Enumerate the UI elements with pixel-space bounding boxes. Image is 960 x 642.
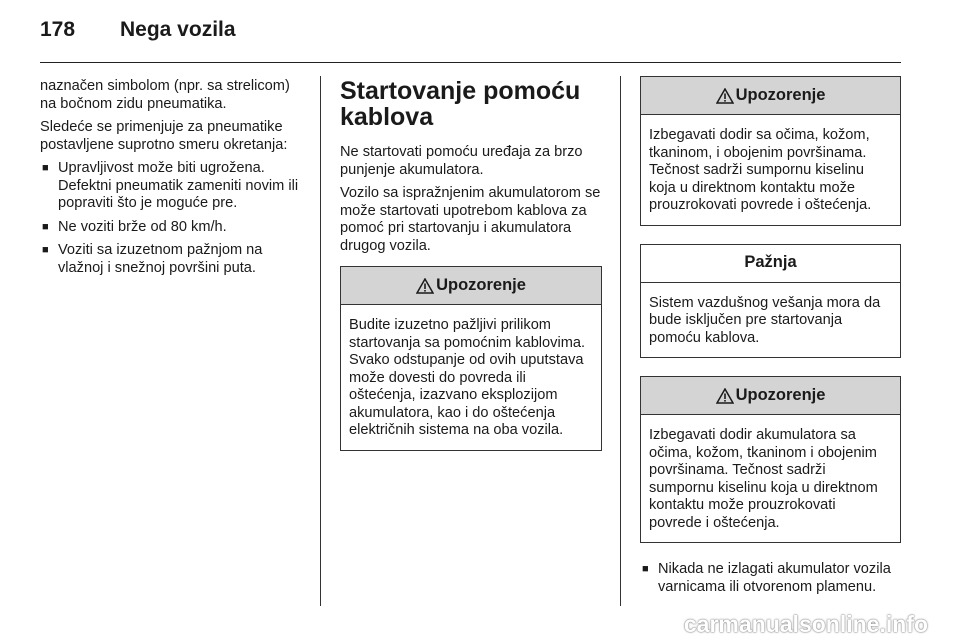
section-heading: Startovanje pomoću kablova [340,77,581,131]
warning-body [641,415,900,542]
warning-title: Upozorenje [436,275,526,294]
warning-box [640,376,901,543]
column-left [40,78,305,283]
warning-triangle-icon [416,278,434,294]
list-item [40,219,305,237]
warning-triangle-icon [716,388,734,404]
caution-text: Sistem vazdušnog vešanja mora da bude isključen pre startovanja pomoću kablova. [649,294,881,346]
square-bullet-icon: ■ [642,563,649,575]
warning-triangle-icon [716,88,734,104]
list-item-text: Upravljivost može biti ugrožena. Defektni pneumatik zameniti novim ili popraviti što je moguće pre. [58,160,299,211]
column-divider [620,76,621,606]
square-bullet-icon: ■ [42,162,49,174]
caution-body [641,283,900,358]
list-item-text: Ne voziti brže od 80 km/h. [58,218,227,235]
paragraph: naznačen simbolom (npr. sa strelicom) na bočnom zidu pneumatika. [40,78,290,112]
column-middle [340,78,602,469]
warning-title: Upozorenje [735,385,826,404]
warning-box [640,76,901,226]
caution-box [640,244,901,359]
page-number: 178 [40,18,76,41]
section-title: Nega vozila [120,18,236,41]
warning-body [641,115,900,225]
warning-text: Izbegavati dodir akumulatora sa očima, kožom, tkaninom i obojenim površinama. Tečnost sadrži sumpornu kiselinu koja u direktnom kontaktu može prouzrokovati povrede i oštećenja. [649,427,878,531]
warning-header [641,377,900,415]
caution-header [641,245,900,283]
paragraph: Vozilo sa ispražnjenim akumulatorom se može startovati upotrebom kablova za pomoć pri startovanju i akumulatora drugog vozila. [340,185,601,254]
list-item [640,561,901,596]
warning-box [340,266,602,451]
caution-title: Pažnja [744,253,797,272]
warning-header [641,77,900,115]
list-item [40,160,305,213]
warning-title: Upozorenje [735,85,826,104]
bullet-list [40,160,305,277]
bullet-list [640,561,901,596]
paragraph: Ne startovati pomoću uređaja za brzo punjenje akumulatora. [340,144,583,178]
list-item-text: Voziti sa izuzetnom pažnjom na vlažnoj i snežnoj površini puta. [58,242,263,276]
square-bullet-icon: ■ [42,220,49,233]
warning-header [341,267,601,305]
warning-text: Budite izuzetno pažljivi prilikom startovanja sa pomoćnim kablovima. Svako odstupanje od ovih uputstava može dovesti do povreda ili oštećenja, izazvano eksplozijom akumulatora, kao i do oštećenja električnih sistema na oba vozila. [349,317,586,438]
list-item [40,242,305,277]
header-divider [40,62,901,63]
column-divider [320,76,321,606]
watermark: carmanualsonline.info [683,611,928,637]
warning-text: Izbegavati dodir sa očima, kožom, tkaninom, i obojenim površinama. Tečnost sadrži sumpornu kiselinu koja u direktnom kontaktu može prouzrokovati povrede i oštećenja. [649,127,872,213]
square-bullet-icon: ■ [42,244,49,256]
paragraph: Sledeće se primenjuje za pneumatike postavljene suprotno smeru okretanja: [40,119,288,153]
column-right [640,76,901,602]
list-item-text: Nikada ne izlagati akumulator vozila varnicama ili otvorenom plamenu. [658,561,891,595]
warning-body [341,305,601,450]
